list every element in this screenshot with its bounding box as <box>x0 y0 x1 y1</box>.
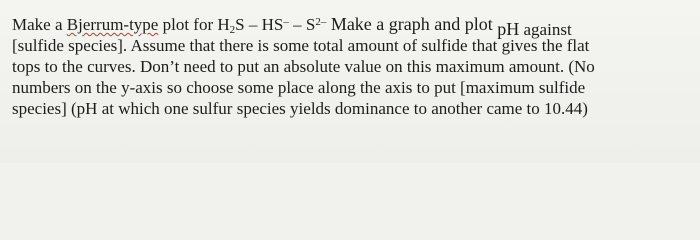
line1-s-hs: S – HS <box>235 15 284 34</box>
line1-make-graph: Make a graph and plot <box>326 14 498 34</box>
line1-dash-s: – S <box>288 15 316 34</box>
problem-line-5: species] (pH at which one sulfur species yields dominance to another came to 10.44) <box>12 99 588 118</box>
s2-charge-superscript: 2– <box>315 16 327 28</box>
problem-line-4: numbers on the y-axis so choose some place along the axis to put [maximum sulfide <box>12 78 586 97</box>
line1-against: against <box>519 20 572 39</box>
problem-line-3: tops to the curves. Don’t need to put an absolute value on this maximum amount. (No <box>12 57 595 76</box>
problem-line-2: [sulfide species]. Assume that there is some total amount of sulfide that gives the flat <box>12 36 590 55</box>
hs-charge-superscript: – <box>283 16 289 28</box>
line1-ph: pH <box>497 19 520 39</box>
line1-plot-for: plot for H <box>158 15 230 34</box>
line1-make-a: Make a <box>12 15 67 34</box>
bjerrum-type-term: Bjerrum-type <box>66 15 159 34</box>
problem-text <box>12 14 692 119</box>
problem-line-1 <box>12 14 692 39</box>
h2s-subscript: 2 <box>229 24 236 36</box>
